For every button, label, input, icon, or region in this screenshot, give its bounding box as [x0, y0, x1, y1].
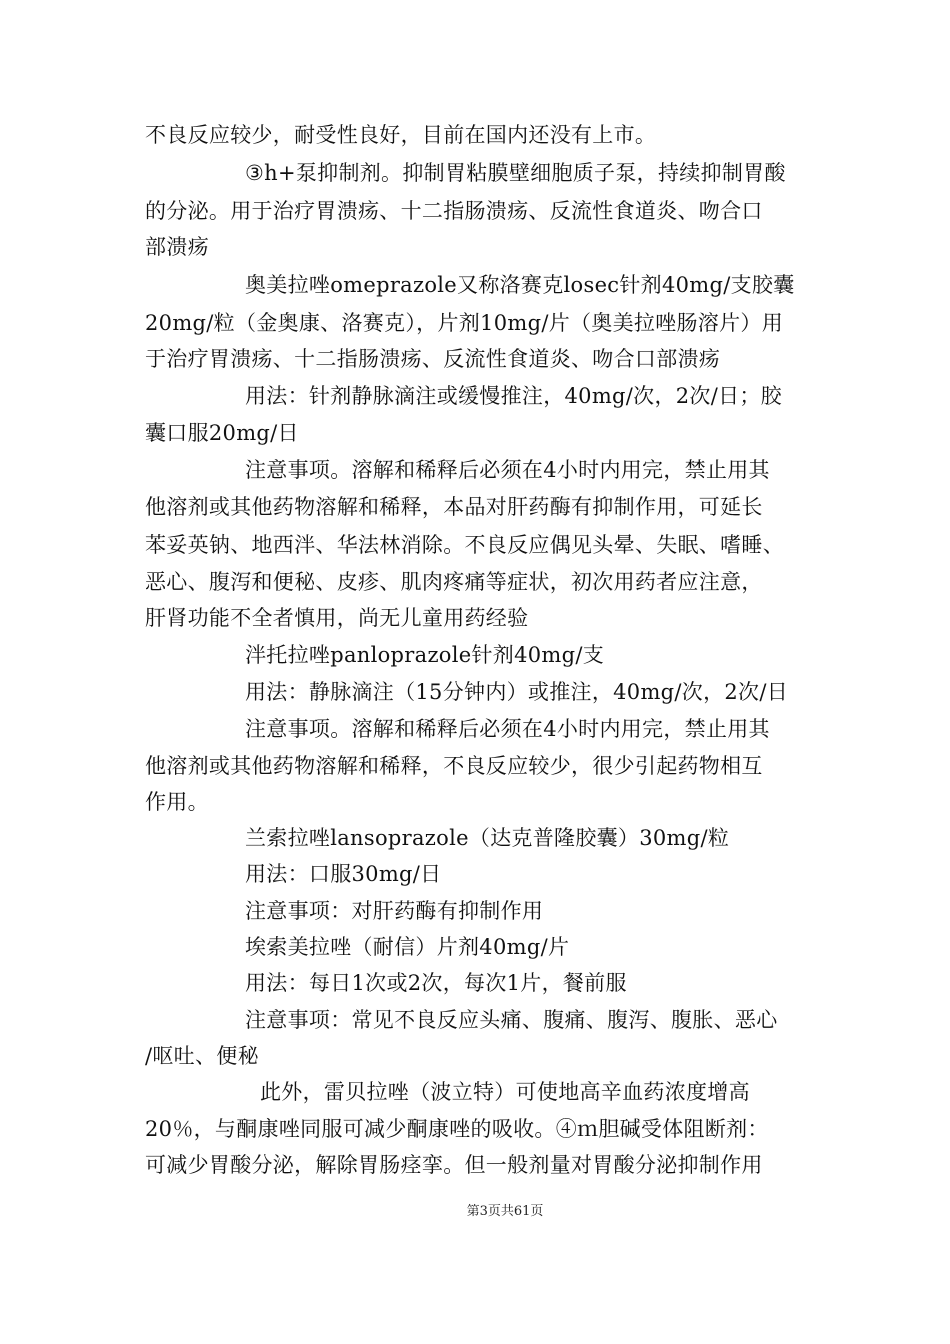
text-line: 注意事项：对肝药酶有抑制作用: [245, 899, 544, 923]
text-line: 奥美拉唑omeprazole又称洛赛克losec针剂40mg/支胶囊: [245, 273, 795, 297]
text-line: 恶心、腹泻和便秘、皮疹、肌肉疼痛等症状，初次用药者应注意，: [145, 570, 763, 594]
text-line: /呕吐、便秘: [145, 1044, 259, 1068]
text-line: 囊口服20mg/日: [145, 421, 299, 445]
text-line: 不良反应较少，耐受性良好，目前在国内还没有上市。: [145, 123, 657, 147]
text-line: 注意事项。溶解和稀释后必须在4小时内用完，禁止用其: [245, 458, 770, 482]
text-line: 注意事项。溶解和稀释后必须在4小时内用完，禁止用其: [245, 717, 770, 741]
text-line: 部溃疡: [145, 235, 209, 259]
text-line: 用法：每日1次或2次，每次1片，餐前服: [245, 971, 627, 995]
text-line: 他溶剂或其他药物溶解和稀释，不良反应较少，很少引起药物相互: [145, 754, 763, 778]
text-line: 20mg/粒（金奥康、洛赛克），片剂10mg/片（奥美拉唑肠溶片）用: [145, 311, 784, 335]
text-line: 用法：针剂静脉滴注或缓慢推注，40mg/次，2次/日；胶: [245, 384, 782, 408]
text-line: 苯妥英钠、地西泮、华法林消除。不良反应偶见头晕、失眠、嗜睡、: [145, 533, 784, 557]
text-line: 此外，雷贝拉唑（波立特）可使地高辛血药浓度增高: [260, 1080, 750, 1104]
text-line: 20％，与酮康唑同服可减少酮康唑的吸收。④ｍ胆碱受体阻断剂：: [145, 1117, 769, 1141]
text-line: 于治疗胃溃疡、十二指肠溃疡、反流性食道炎、吻合口部溃疡: [145, 347, 721, 371]
text-line: 用法：口服30mg/日: [245, 862, 442, 886]
text-line: 埃索美拉唑（耐信）片剂40mg/片: [245, 935, 570, 959]
text-line: 肝肾功能不全者慎用，尚无儿童用药经验: [145, 606, 529, 630]
text-line: ③h+泵抑制剂。抑制胃粘膜壁细胞质子泵，持续抑制胃酸: [245, 161, 786, 185]
text-line: 可减少胃酸分泌，解除胃肠痉挛。但一般剂量对胃酸分泌抑制作用: [145, 1153, 763, 1177]
text-line: 兰索拉唑lansoprazole（达克普隆胶囊）30mg/粒: [245, 826, 730, 850]
page-number-footer: 第3页共61页: [466, 1204, 544, 1219]
text-line: 作用。: [145, 790, 209, 814]
text-line: 泮托拉唑panloprazole针剂40mg/支: [245, 643, 605, 667]
text-line: 的分泌。用于治疗胃溃疡、十二指肠溃疡、反流性食道炎、吻合口: [145, 199, 763, 223]
text-line: 注意事项：常见不良反应头痛、腹痛、腹泻、腹胀、恶心: [245, 1008, 778, 1032]
text-line: 用法：静脉滴注（15分钟内）或推注，40mg/次，2次/日: [245, 680, 789, 704]
text-line: 他溶剂或其他药物溶解和稀释，本品对肝药酶有抑制作用，可延长: [145, 495, 763, 519]
